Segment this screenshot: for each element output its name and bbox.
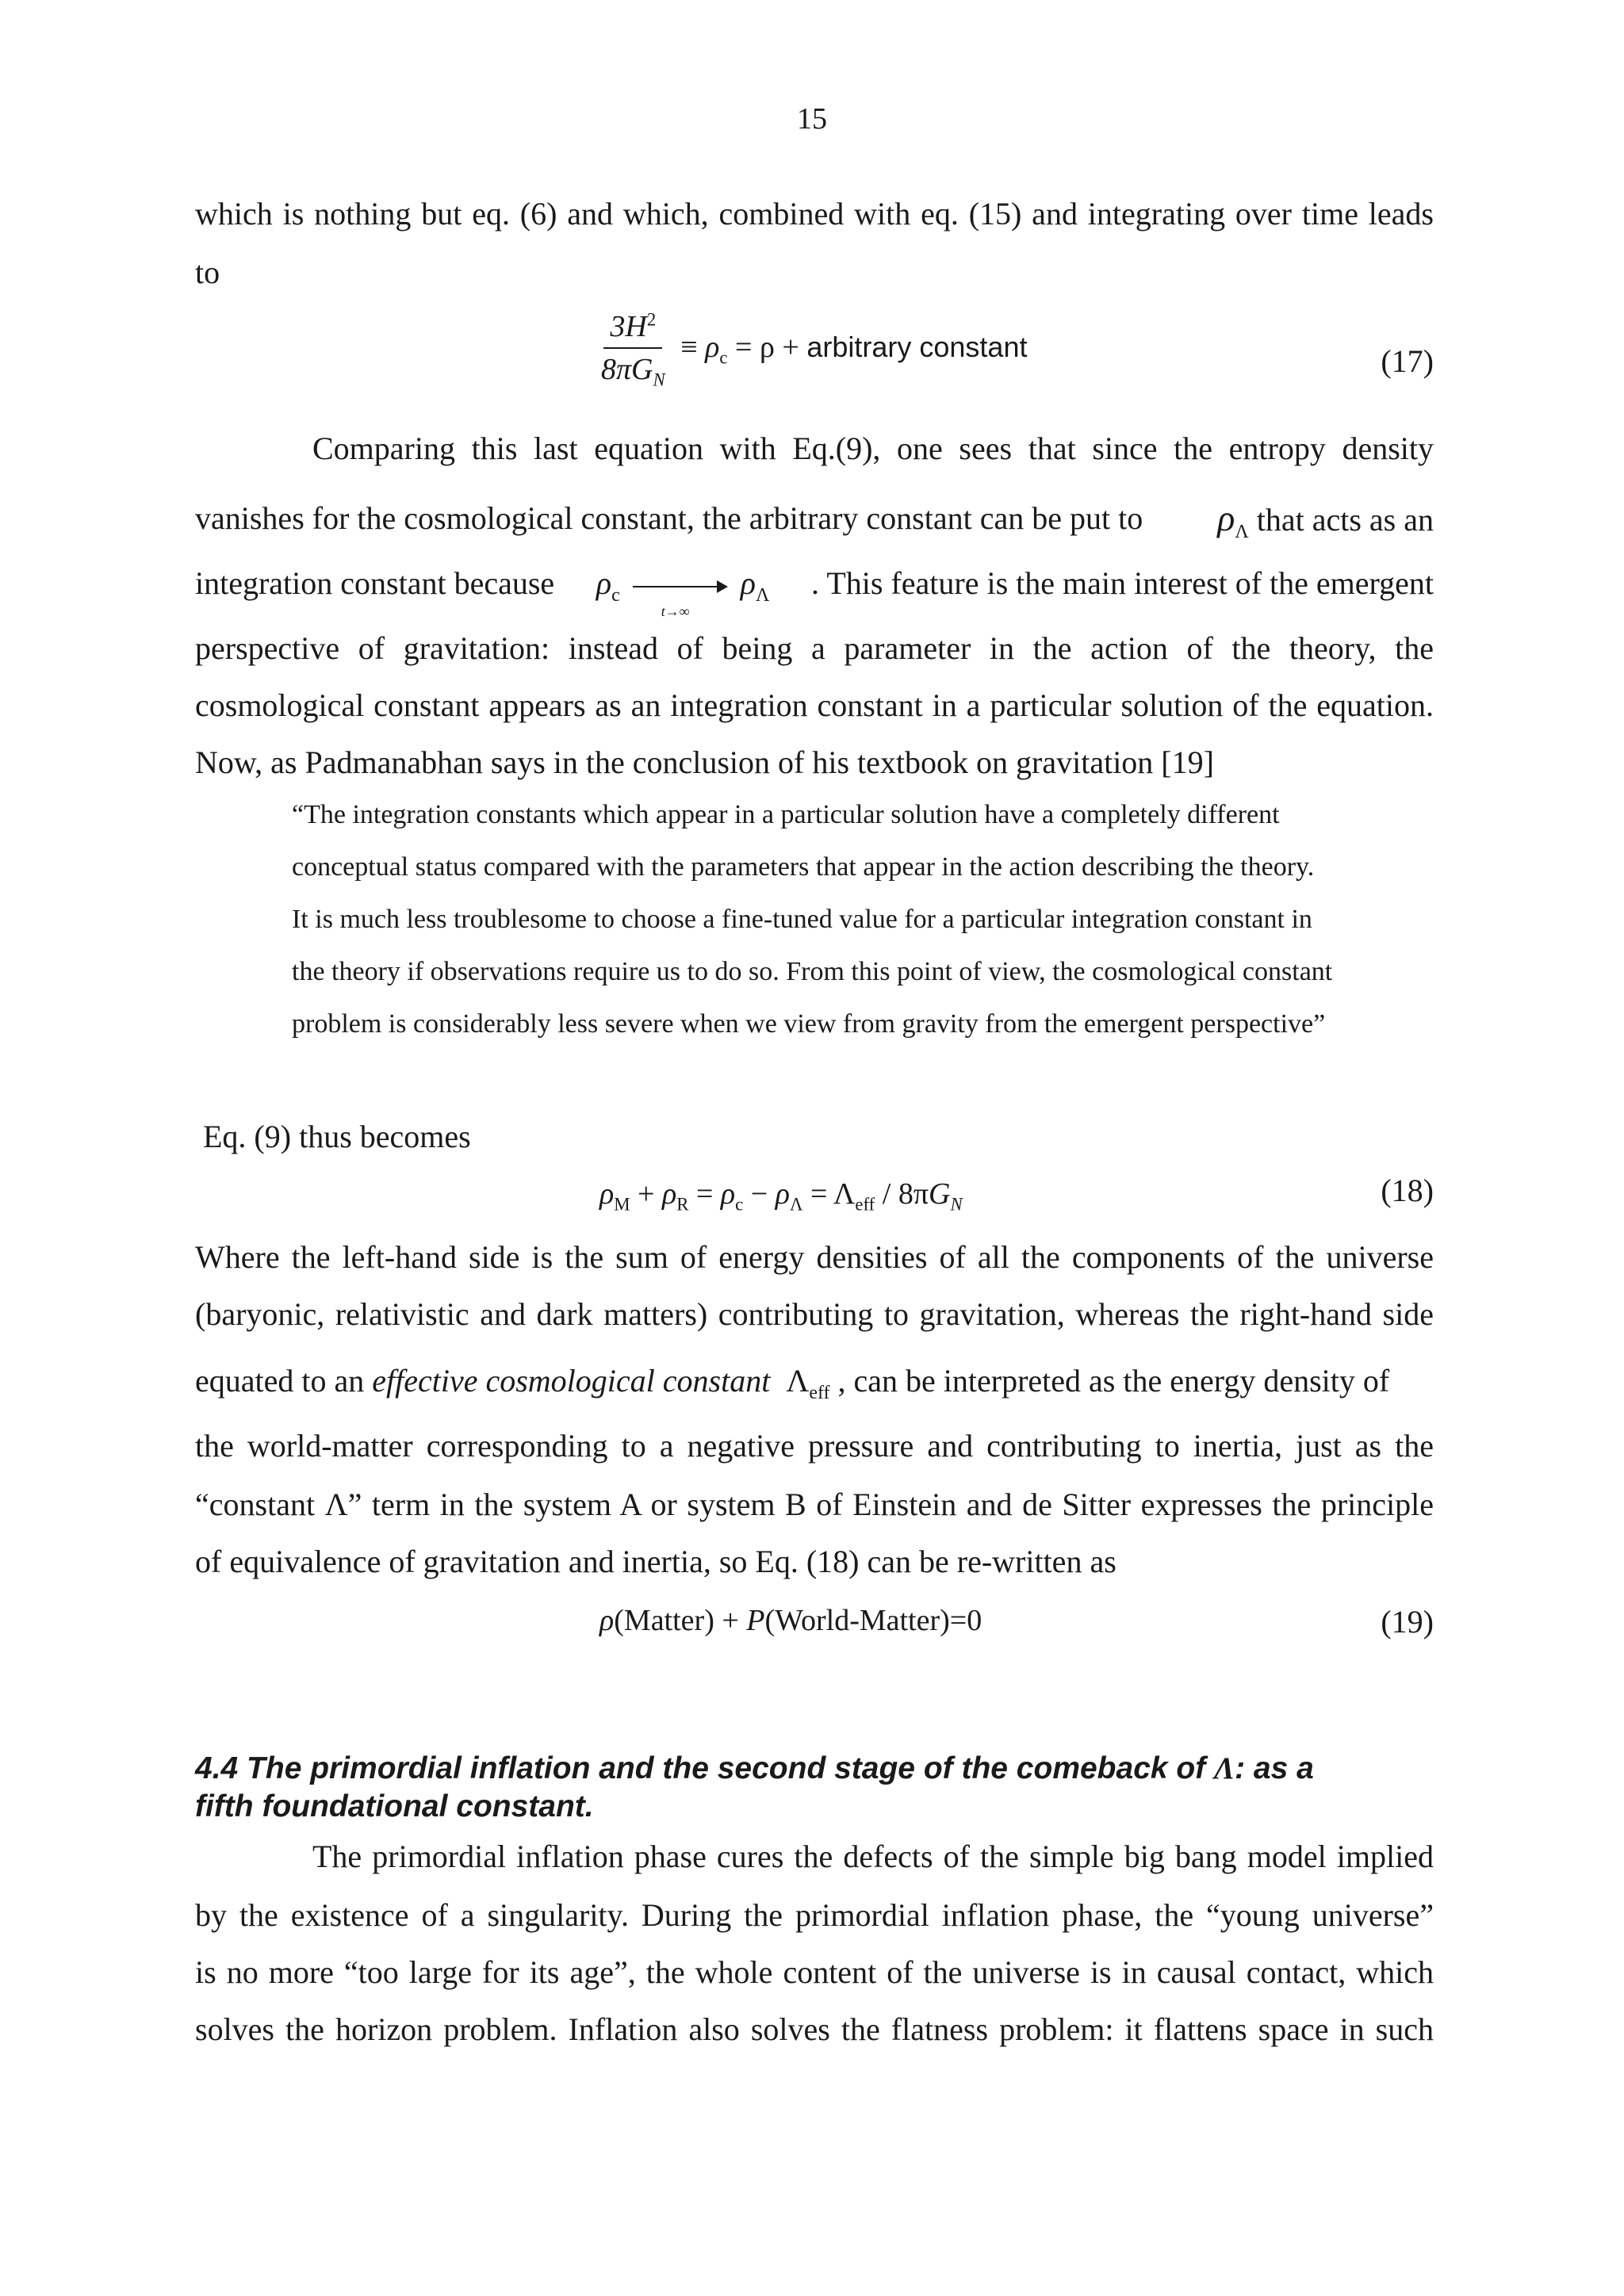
para2-line-2: (baryonic, relativistic and dark matters) contributing to gravitation, whereas the right-hand side <box>195 1296 1434 1332</box>
para1-line-1: Comparing this last equation with Eq.(9), one sees that since the entropy density <box>312 430 1434 466</box>
intro-line-2: to <box>195 254 220 290</box>
para2-line-5: “constant Λ” term in the system A or system B of Einstein and de Sitter expresses the principle <box>195 1487 1434 1522</box>
equation-18-number: (18) <box>1381 1173 1434 1208</box>
eq9-intro: Eq. (9) thus becomes <box>203 1119 471 1154</box>
para3-line-1: The primordial inflation phase cures the defects of the simple big bang model implied <box>312 1839 1434 1874</box>
para3-line-3: is no more “too large for its age”, the whole content of the universe is in causal contact, which <box>195 1954 1434 1990</box>
quote-line-5: problem is considerably less severe when we view from gravity from the emergent perspective” <box>292 1009 1326 1039</box>
para1-line-4: perspective of gravitation: instead of being a parameter in the action of the theory, the <box>195 630 1434 666</box>
para2-line-1: Where the left-hand side is the sum of energy densities of all the components of the universe <box>195 1239 1434 1275</box>
para1-line-6: Now, as Padmanabhan says in the conclusion of his textbook on gravitation [19] <box>195 744 1214 780</box>
para2-line-4: the world-matter corresponding to a negative pressure and contributing to inertia, just as the <box>195 1428 1434 1464</box>
equation-17-number: (17) <box>1381 343 1434 379</box>
para3-line-2: by the existence of a singularity. During the primordial inflation phase, the “young universe” <box>195 1897 1434 1933</box>
quote-line-4: the theory if observations require us to do so. From this point of view, the cosmological constant <box>292 957 1333 986</box>
page-number: 15 <box>797 102 827 136</box>
quote-line-2: conceptual status compared with the parameters that appear in the action describing the theory. <box>292 852 1315 882</box>
equation-17: $\frac{3H^2}{8\pi G_N}$ ≡ $\rho_c = \rho$ + arbitrary constant <box>601 309 1028 390</box>
para1-line-3: integration constant because $\rho_c$ t→∞ $\rho_\Lambda$ . This feature is the main interest of the emergent <box>195 565 1434 619</box>
equation-19: ρ(Matter) + P(World-Matter)=0 <box>599 1604 982 1637</box>
para2-line-6: of equivalence of gravitation and inertia, so Eq. (18) can be re-written as <box>195 1544 1116 1579</box>
equation-19-number: (19) <box>1381 1604 1434 1640</box>
quote-line-1: “The integration constants which appear in a particular solution have a completely different <box>292 800 1280 829</box>
equation-18: $\rho_M + \rho_R = \rho_c - \rho_\Lambda = \Lambda_{eff} / 8\pi G_N$ <box>599 1177 963 1215</box>
para3-line-4: solves the horizon problem. Inflation also solves the flatness problem: it flattens space in such <box>195 2011 1434 2047</box>
limit-arrow: t→∞ <box>633 575 728 599</box>
eq17-fraction: $\frac{3H^2}{8\pi G_N}$ <box>601 309 665 390</box>
para2-line-3: equated to an effective cosmological constant $\Lambda_{eff}$ , can be interpreted as the energy density of <box>195 1363 1390 1403</box>
para1-line-2: vanishes for the cosmological constant, the arbitrary constant can be put to $\rho_\Lambda$ that acts as an <box>195 498 1434 542</box>
section-heading-line-2: fifth foundational constant. <box>195 1789 594 1823</box>
para1-line-5: cosmological constant appears as an integration constant in a particular solution of the equation. <box>195 687 1434 723</box>
intro-line-1: which is nothing but eq. (6) and which, combined with eq. (15) and integrating over time leads <box>195 196 1434 232</box>
quote-line-3: It is much less troublesome to choose a fine-tuned value for a particular integration constant in <box>292 905 1312 934</box>
section-heading-line-1: 4.4 The primordial inflation and the second stage of the comeback of Λ: as a <box>195 1751 1314 1785</box>
